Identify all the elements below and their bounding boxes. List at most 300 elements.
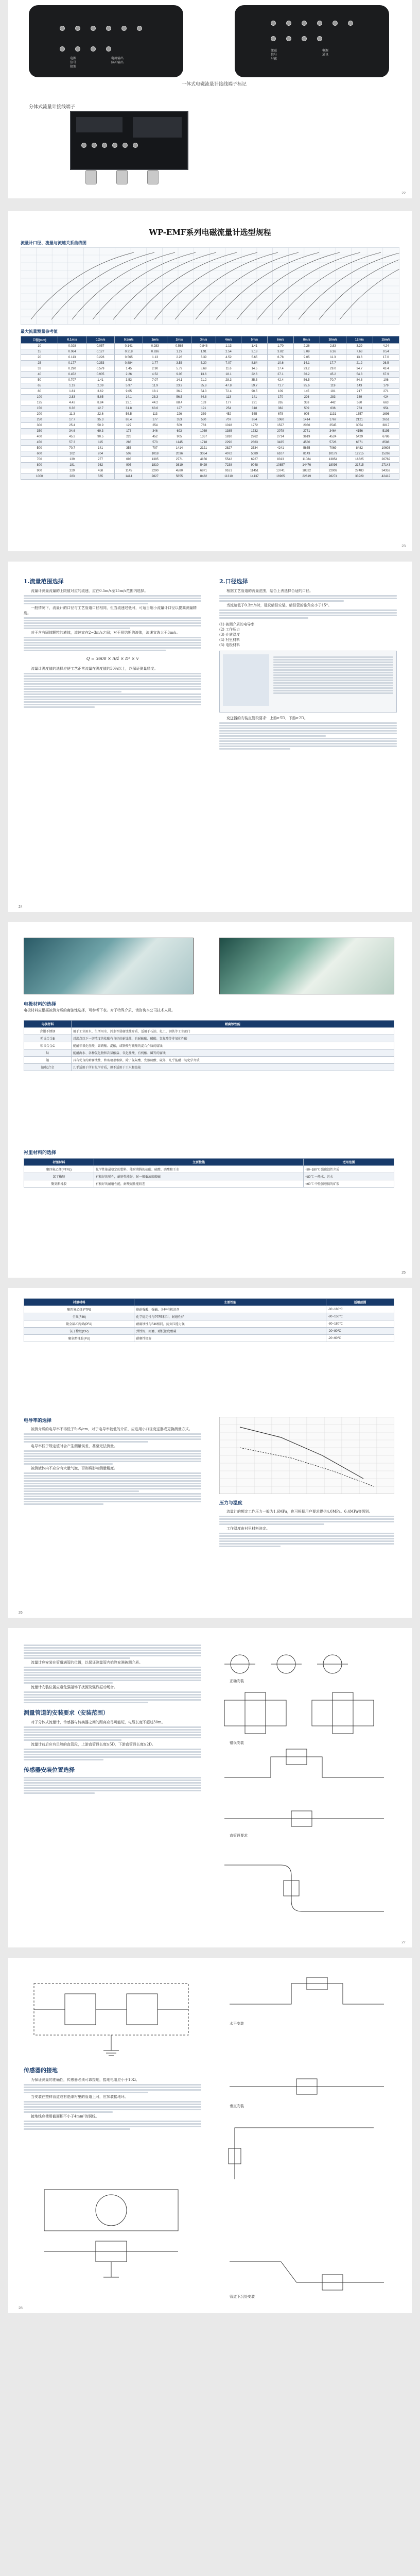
- table-cell: -80~180℃: [326, 1306, 394, 1313]
- table-cell: 905: [115, 463, 143, 468]
- table-row: [24, 1035, 394, 1042]
- table-cell: 35.3: [241, 378, 268, 383]
- cable-gland-icon: [116, 170, 128, 184]
- table-row: [21, 434, 399, 440]
- table-cell: 5.09: [293, 349, 320, 355]
- table-row: [21, 406, 399, 412]
- table-cell: 0.290: [58, 366, 86, 372]
- table-cell: 0.141: [115, 344, 143, 349]
- table-cell: 8143: [293, 451, 320, 457]
- table-cell: 339: [346, 395, 373, 400]
- diagram-caption: 错误安装: [230, 1741, 244, 1745]
- terminal-label: 屏蔽: [271, 58, 277, 61]
- table-cell: 6871: [191, 468, 216, 474]
- terminal-label: 脉冲输出: [111, 61, 124, 64]
- paragraph: 流量计前后应有足够的直管段，上游直管段长度≥5D，下游直管段长度≥2D。: [31, 1742, 155, 1747]
- table-cell: 22.6: [86, 412, 115, 417]
- section-title: 电极材料的选择: [24, 1002, 57, 1007]
- table-cell: 663: [373, 400, 399, 406]
- list-item: (1) 被测介质的电导率: [219, 622, 255, 626]
- section-title: 传感器安装位置选择: [24, 1767, 75, 1773]
- table-cell: 22902: [320, 468, 346, 474]
- table-cell: 54.3: [346, 372, 373, 378]
- table-cell: 3054: [346, 423, 373, 429]
- table-cell: 16625: [346, 457, 373, 463]
- table-cell: 0.057: [86, 344, 115, 349]
- table-cell: 2827: [216, 446, 241, 451]
- table-cell: 1018: [143, 451, 167, 457]
- table-cell: 有极好的耐磨性能，耐酸碱性能较差: [94, 1180, 303, 1188]
- table-cell: 800: [21, 463, 58, 468]
- page-grounding: [8, 1958, 412, 2313]
- paragraph: 根据工艺管道的流量范围，结合上表选择合适的口径。: [226, 589, 313, 593]
- table-cell: 4.42: [58, 400, 86, 406]
- table-cell: 8.84: [86, 400, 115, 406]
- table-row: [21, 468, 399, 474]
- table-cell: 4156: [346, 429, 373, 434]
- paragraph: 接地线应使用截面积不小于4mm²的铜线。: [31, 2114, 99, 2119]
- table-cell: 1145: [115, 468, 143, 474]
- table-cell: 1.19: [58, 383, 86, 389]
- table-cell: 10603: [373, 446, 399, 451]
- table-cell: 用于工业用水、生活用水、污水等弱腐蚀性介质，适用于石油、化工、钢铁等工业部门: [71, 1028, 394, 1035]
- table-cell: 2290: [143, 468, 167, 474]
- table-cell: -20~60℃: [326, 1335, 394, 1342]
- table-cell: 226: [115, 434, 143, 440]
- table-cell: 229: [58, 468, 86, 474]
- table-cell: 353: [115, 446, 143, 451]
- table-header-cell: 耐腐蚀性能: [71, 1021, 394, 1028]
- table-cell: 3619: [293, 434, 320, 440]
- page-wiring: [8, 0, 412, 198]
- table-cell: 1414: [167, 446, 191, 451]
- table-cell: -80~150℃: [326, 1313, 394, 1320]
- table-cell: 70.7: [58, 446, 86, 451]
- table-row: [21, 389, 399, 395]
- lining-detail-table: [24, 1298, 394, 1342]
- terminal-screw-icon: [106, 26, 111, 31]
- table-cell: 42.4: [268, 378, 294, 383]
- electrode-table: [24, 1020, 394, 1071]
- table-cell: 226: [293, 395, 320, 400]
- table-cell: 170: [268, 395, 294, 400]
- table-cell: 6927: [241, 457, 268, 463]
- table-cell: 4.52: [143, 372, 167, 378]
- table-header-cell: 4m/s: [216, 336, 241, 344]
- table-cell: 530: [191, 417, 216, 423]
- table-cell: 8588: [373, 440, 399, 446]
- paragraph: 为保证测量的准确性，传感器必须可靠接地，接地电阻应小于10Ω。: [31, 2078, 139, 2082]
- table-cell: 7.07: [143, 378, 167, 383]
- table-cell: 耐磨性极好: [134, 1335, 326, 1342]
- terminal-screw-icon: [286, 36, 291, 41]
- table-cell: 1.70: [268, 344, 294, 349]
- table-cell: 5.30: [191, 361, 216, 366]
- table-cell: 26.5: [373, 361, 399, 366]
- table-cell: 763: [191, 423, 216, 429]
- table-row: [24, 1057, 394, 1064]
- page-title: WP-EMF系列电磁流量计选型规程: [149, 228, 271, 237]
- table-cell: 28274: [320, 474, 346, 480]
- table-cell: 2863: [241, 440, 268, 446]
- table-cell: 化学稳定性与PTFE相当，耐磨性好: [134, 1313, 326, 1320]
- table-cell: 6786: [373, 434, 399, 440]
- table-cell: 70.7: [320, 378, 346, 383]
- table-cell: 8482: [346, 446, 373, 451]
- table-header-cell: 12m/s: [346, 336, 373, 344]
- table-cell: 12.7: [86, 406, 115, 412]
- table-header-cell: 适用范围: [304, 1159, 394, 1166]
- table-cell: 2121: [346, 417, 373, 423]
- table-cell: 88.4: [167, 400, 191, 406]
- table-cell: 90.5: [241, 389, 268, 395]
- table-cell: 8.84: [241, 361, 268, 366]
- table-row: [24, 1313, 394, 1320]
- table-cell: 115: [86, 440, 115, 446]
- table-cell: 聚四氟乙烯(PTFE): [24, 1166, 94, 1173]
- table-cell: 600: [21, 451, 58, 457]
- table-cell: 200: [21, 412, 58, 417]
- table-cell: 5.97: [115, 383, 143, 389]
- page-number: 25: [401, 1271, 406, 1275]
- table-cell: 900: [21, 468, 58, 474]
- terminal-screw-icon: [302, 36, 307, 41]
- table-cell: 530: [346, 400, 373, 406]
- table-cell: 707: [216, 417, 241, 423]
- integrated-terminal-panel: [29, 5, 183, 77]
- table-cell: 22.6: [241, 372, 268, 378]
- list-item: (4) 衬里材料: [219, 638, 240, 642]
- table-cell: 65: [21, 383, 58, 389]
- paragraph: 一般情况下，流量计的口径与工艺管道口径相同，但当流速过低时，可适当缩小流量计口径以提高测量精度。: [24, 606, 197, 615]
- table-row: [21, 474, 399, 480]
- table-cell: 44.2: [143, 400, 167, 406]
- table-cell: 127: [115, 423, 143, 429]
- table-cell: -80~180℃ 强腐蚀性介质: [304, 1166, 394, 1173]
- table-cell: 弹性好，耐磨，耐低浓度酸碱: [134, 1328, 326, 1335]
- grounding-diagram-lower: [24, 2179, 201, 2293]
- table-cell: 几乎适用于所有化学介质，但不适用于王水和铵盐: [71, 1064, 394, 1071]
- table-cell: 36.2: [167, 389, 191, 395]
- table-cell: 954: [373, 406, 399, 412]
- lining-table: [24, 1158, 394, 1188]
- table-cell: 17.7: [58, 417, 86, 423]
- section-title: 衬里材料的选择: [24, 1150, 57, 1156]
- table-header-cell: 8m/s: [293, 336, 320, 344]
- table-cell: 11084: [293, 457, 320, 463]
- table-cell: 20782: [373, 457, 399, 463]
- table-cell: 1.41: [86, 378, 115, 383]
- table-row: [21, 383, 399, 389]
- table-cell: 2121: [191, 446, 216, 451]
- table-header-cell: 衬里材料: [24, 1299, 134, 1306]
- table-cell: 28.3: [216, 378, 241, 383]
- table-cell: 34.6: [58, 429, 86, 434]
- table-row: [21, 412, 399, 417]
- paragraph: 电导率低于规定值时会产生测量误差，甚至无法测量。: [31, 1444, 117, 1448]
- page-number: 22: [401, 192, 406, 195]
- table-header-cell: 口径(mm): [21, 336, 58, 344]
- table-header-cell: 主要性能: [134, 1299, 326, 1306]
- table-cell: 700: [21, 457, 58, 463]
- table-row: [24, 1166, 394, 1173]
- table-cell: 4241: [268, 446, 294, 451]
- paragraph: 当安装在塑料管道或有绝缘衬里的管道上时，应加装接地环。: [31, 2095, 128, 2099]
- table-header-cell: 5m/s: [241, 336, 268, 344]
- table-cell: 2.26: [167, 355, 191, 361]
- table-row: [24, 1173, 394, 1180]
- table-cell: 3.62: [86, 389, 115, 395]
- table-cell: <80℃ 一般水、污水: [304, 1173, 394, 1180]
- table-cell: 424: [373, 395, 399, 400]
- table-cell: 2.90: [143, 366, 167, 372]
- table-cell: 10.6: [268, 361, 294, 366]
- table-cell: 5655: [293, 446, 320, 451]
- section-title: 1.流量范围选择: [24, 578, 64, 585]
- table-cell: 1.91: [191, 349, 216, 355]
- table-cell: 2651: [373, 417, 399, 423]
- table-cell: 127: [167, 406, 191, 412]
- table-cell: 0.848: [191, 344, 216, 349]
- table-cell: 884: [241, 417, 268, 423]
- table-cell: 0.177: [58, 361, 86, 366]
- table-cell: 100: [21, 395, 58, 400]
- table-cell: 耐腐蚀性与F46相同，抗负压能力强: [134, 1320, 326, 1328]
- table-cell: 1.45: [115, 366, 143, 372]
- table-row: [21, 400, 399, 406]
- table-cell: 56.5: [293, 378, 320, 383]
- table-cell: 57.3: [58, 440, 86, 446]
- table-cell: 1272: [241, 423, 268, 429]
- table-cell: 2771: [293, 429, 320, 434]
- table-cell: 25: [21, 361, 58, 366]
- table-cell: 23.2: [293, 366, 320, 372]
- table-row: [21, 355, 399, 361]
- caption-integrated: 一体式电磁流量计接线端子标记: [181, 82, 247, 87]
- table-header-cell: 0.1m/s: [58, 336, 86, 344]
- table-cell: 2036: [167, 451, 191, 457]
- terminal-screw-icon: [317, 21, 322, 26]
- table-cell: 1732: [241, 429, 268, 434]
- table-cell: 191: [191, 406, 216, 412]
- table-cell: -80~180℃: [326, 1320, 394, 1328]
- table-cell: 4.52: [216, 355, 241, 361]
- table-cell: 452: [216, 412, 241, 417]
- table-cell: 6871: [346, 440, 373, 446]
- table-row: [24, 1306, 394, 1313]
- list-item: (2) 工作压力: [219, 628, 240, 632]
- table-cell: 1.13: [216, 344, 241, 349]
- table-cell: 18322: [293, 468, 320, 474]
- terminal-screw-icon: [122, 143, 128, 148]
- table-cell: 8482: [191, 474, 216, 480]
- table-cell: 聚氨酯橡胶: [24, 1180, 94, 1188]
- pipe-installation-diagrams: [219, 1973, 394, 2303]
- terminal-screw-icon: [92, 143, 97, 148]
- table-cell: 2.83: [58, 395, 86, 400]
- table-cell: 3.53: [115, 378, 143, 383]
- page-electrodes: [8, 922, 412, 1278]
- table-row: [21, 372, 399, 378]
- table-cell: 226: [167, 412, 191, 417]
- page-lining: [8, 1288, 412, 1618]
- table-cell: 5089: [241, 451, 268, 457]
- table-cell: 11310: [216, 474, 241, 480]
- table-cell: 177: [143, 417, 167, 423]
- flow-velocity-chart: [21, 247, 399, 325]
- table-cell: 1357: [346, 412, 373, 417]
- table-cell: 71.7: [268, 383, 294, 389]
- table-cell: 84.8: [346, 378, 373, 383]
- table-cell: 42412: [373, 474, 399, 480]
- table-cell: -20~80℃: [326, 1328, 394, 1335]
- terminal-screw-icon: [121, 26, 127, 31]
- table-cell: 钽: [24, 1057, 72, 1064]
- table-cell: 17.0: [373, 355, 399, 361]
- table-cell: 707: [143, 446, 167, 451]
- table-cell: 0.565: [115, 355, 143, 361]
- table-cell: 3435: [268, 440, 294, 446]
- table-cell: 40: [21, 372, 58, 378]
- table-cell: 509: [167, 423, 191, 429]
- table-cell: 全氟(F46): [24, 1313, 134, 1320]
- terminal-screw-icon: [271, 21, 276, 26]
- table-cell: 382: [268, 406, 294, 412]
- table-cell: 43.4: [373, 366, 399, 372]
- table-cell: 13.6: [191, 372, 216, 378]
- table-cell: 4072: [216, 451, 241, 457]
- table-cell: 2078: [268, 429, 294, 434]
- table-cell: 35.3: [86, 417, 115, 423]
- table-cell: 1.41: [241, 344, 268, 349]
- table-cell: 铂/钛合金: [24, 1064, 72, 1071]
- table-cell: 1039: [191, 429, 216, 434]
- table-cell: 7.63: [346, 349, 373, 355]
- table-cell: 573: [143, 440, 167, 446]
- table-cell: 286: [115, 440, 143, 446]
- table-cell: 11.3: [58, 412, 86, 417]
- list-item: (5) 电极材料: [219, 643, 240, 647]
- table-cell: 2714: [268, 434, 294, 440]
- table-cell: 5.65: [86, 395, 115, 400]
- table-cell: 1414: [115, 474, 143, 480]
- table-cell: 能耐非氧化性酸，如硝酸、混酸，或铬酸与硫酸的混合介质的腐蚀: [71, 1042, 394, 1049]
- table-cell: 318: [241, 406, 268, 412]
- paragraph: 被测介质的电导率不得低于5μS/cm，对于电导率较低的介质，应选用小口径变送器或更换测量方式。: [31, 1427, 192, 1431]
- table-row: [21, 395, 399, 400]
- table-cell: 0.353: [86, 361, 115, 366]
- table-cell: 1.13: [143, 355, 167, 361]
- table-cell: 150: [21, 406, 58, 412]
- table-cell: 3054: [191, 451, 216, 457]
- table-cell: 11.6: [216, 366, 241, 372]
- table-cell: 1810: [216, 434, 241, 440]
- table-cell: 2.83: [320, 344, 346, 349]
- terminal-screw-icon: [91, 26, 96, 31]
- table-row: [21, 349, 399, 355]
- table-cell: 362: [86, 463, 115, 468]
- table-cell: 11.9: [143, 383, 167, 389]
- table-cell: 10857: [268, 463, 294, 468]
- table-cell: 3.53: [167, 361, 191, 366]
- table-cell: 29.0: [320, 366, 346, 372]
- terminal-screw-icon: [332, 21, 338, 26]
- table-cell: 0.318: [115, 349, 143, 355]
- table-cell: 34353: [373, 468, 399, 474]
- table-cell: 3.82: [268, 349, 294, 355]
- table-row: [21, 378, 399, 383]
- table-cell: 254: [216, 406, 241, 412]
- paragraph: 对于含有固体颗粒的液体，流速宜在2~3m/s之间；对于易结垢的液体，流速宜选大于3m/s。: [31, 631, 180, 635]
- table-cell: 84.8: [191, 395, 216, 400]
- table-cell: 11.3: [320, 355, 346, 361]
- table-cell: 27.1: [268, 372, 294, 378]
- table-cell: 181: [320, 389, 346, 395]
- table-row: [24, 1028, 394, 1035]
- terminal-screw-icon: [75, 46, 80, 52]
- table-cell: 119: [320, 383, 346, 389]
- table-cell: 2545: [320, 423, 346, 429]
- table-cell: 聚全氟乙丙烯(PFA): [24, 1320, 134, 1328]
- table-cell: 哈氏合金C: [24, 1042, 72, 1049]
- table-cell: 3534: [241, 446, 268, 451]
- section-title: 测量管道的安装要求（安装范围）: [24, 1709, 109, 1716]
- table-row: [21, 344, 399, 349]
- table-cell: 14137: [241, 474, 268, 480]
- table-cell: 有极好的弹性，耐磨性能好，耐一般低浓度酸碱: [94, 1173, 303, 1180]
- table-cell: 28.3: [143, 395, 167, 400]
- table-cell: 350: [21, 429, 58, 434]
- table-cell: 67.9: [373, 372, 399, 378]
- table-cell: 113: [143, 412, 167, 417]
- table-cell: 5429: [346, 434, 373, 440]
- pressure-temperature-chart: [219, 1417, 394, 1494]
- page-number: 23: [401, 545, 406, 548]
- table-cell: 452: [143, 434, 167, 440]
- table-row: [21, 446, 399, 451]
- table-cell: 1.81: [58, 389, 86, 395]
- table-cell: 88.4: [115, 417, 143, 423]
- table-cell: 141: [241, 395, 268, 400]
- table-cell: 458: [86, 468, 115, 474]
- terminal-screw-icon: [317, 36, 322, 41]
- table-cell: 36.2: [293, 372, 320, 378]
- table-cell: 1527: [268, 423, 294, 429]
- paragraph: 被测液体内不应含有大量气泡，否则将影响测量精度。: [31, 1466, 117, 1470]
- table-cell: 10: [21, 344, 58, 349]
- table-cell: 442: [320, 400, 346, 406]
- table-cell: 2771: [167, 457, 191, 463]
- terminal-label: 接地: [70, 65, 77, 69]
- table-cell: 3.39: [191, 355, 216, 361]
- table-cell: 2290: [216, 440, 241, 446]
- table-row: [24, 1320, 394, 1328]
- table-cell: 133: [191, 400, 216, 406]
- table-cell: 16965: [268, 474, 294, 480]
- table-cell: 1810: [143, 463, 167, 468]
- terminal-screw-icon: [137, 26, 142, 31]
- table-cell: 0.283: [143, 344, 167, 349]
- table-cell: 80: [21, 389, 58, 395]
- table-cell: 34.7: [346, 366, 373, 372]
- table-cell: 145: [293, 389, 320, 395]
- section-title: 2.口径选择: [219, 578, 248, 585]
- table-row: [21, 429, 399, 434]
- table-cell: 1131: [320, 412, 346, 417]
- table-cell: 4156: [191, 457, 216, 463]
- table-cell: 18096: [320, 463, 346, 468]
- table-title: 最大流量测量参考值: [21, 329, 58, 334]
